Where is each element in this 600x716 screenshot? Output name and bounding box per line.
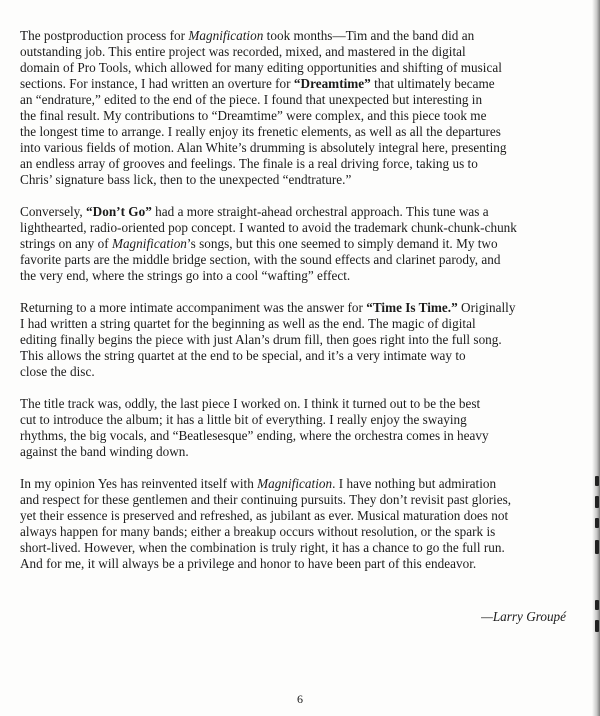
text-line — [20, 348, 580, 364]
text-run: against the band winding down. — [20, 444, 189, 459]
paragraph — [20, 300, 580, 380]
album-title: Magnification — [257, 476, 333, 491]
edge-mark — [595, 620, 599, 632]
paragraph — [20, 396, 580, 460]
text-line — [20, 444, 580, 460]
text-run: Originally — [457, 300, 516, 315]
text-run: an endless array of grooves and feelings. The finale is a real driving force, taking us to — [20, 156, 478, 171]
edge-mark — [595, 540, 599, 554]
album-title: Magnification — [188, 28, 264, 43]
paragraph — [20, 28, 580, 188]
text-line — [20, 524, 580, 540]
text-run: favorite parts are the middle bridge section, with the sound effects and clarinet parody, and — [20, 252, 501, 267]
text-line — [20, 172, 580, 188]
song-title: “Time Is Time.” — [366, 300, 458, 315]
text-run: the final result. My contributions to “Dreamtime” were complex, and this piece took me — [20, 108, 487, 123]
text-line — [20, 300, 580, 316]
text-line — [20, 396, 580, 412]
text-run: the longest time to arrange. I really enjoy its frenetic elements, as well as all the departures — [20, 124, 501, 139]
liner-notes-body — [20, 28, 580, 572]
text-run: took months—Tim and the band did an — [263, 28, 475, 43]
text-line — [20, 60, 580, 76]
text-line — [20, 204, 580, 220]
text-line — [20, 556, 580, 572]
text-run: The postproduction process for — [20, 28, 189, 43]
text-line — [20, 268, 580, 284]
text-line — [20, 108, 580, 124]
text-line — [20, 156, 580, 172]
text-run: an “endrature,” edited to the end of the piece. I found that unexpected but interesting in — [20, 92, 483, 107]
text-line — [20, 492, 580, 508]
text-run: close the disc. — [20, 364, 95, 379]
edge-mark — [595, 496, 599, 508]
text-run: I had written a string quartet for the beginning as well as the end. The magic of digital — [20, 316, 476, 331]
text-run: Chris’ signature bass lick, then to the unexpected “endtrature.” — [20, 172, 352, 187]
text-run: always happen for many bands; either a breakup occurs without resolution, or the spark is — [20, 524, 496, 539]
text-line — [20, 220, 580, 236]
text-line — [20, 332, 580, 348]
text-run: And for me, it will always be a privilege and honor to have been part of this endeavor. — [20, 556, 477, 571]
text-line — [20, 236, 580, 252]
text-run: outstanding job. This entire project was recorded, mixed, and mastered in the digital — [20, 44, 466, 59]
text-line — [20, 476, 580, 492]
text-line — [20, 428, 580, 444]
edge-mark — [595, 518, 599, 528]
text-run: into various fields of motion. Alan White’s drumming is absolutely integral here, presenting — [20, 140, 507, 155]
edge-mark — [595, 600, 599, 610]
text-run: Returning to a more intimate accompaniment was the answer for — [20, 300, 367, 315]
text-run: rhythms, the big vocals, and “Beatlesesque” ending, where the orchestra comes in heavy — [20, 428, 489, 443]
text-run: editing finally begins the piece with just Alan’s drum fill, then goes right into the full song. — [20, 332, 502, 347]
page-number: 6 — [297, 692, 303, 706]
text-run: The title track was, oddly, the last piece I worked on. I think it turned out to be the best — [20, 396, 481, 411]
text-run: Conversely, — [20, 204, 87, 219]
text-line — [20, 316, 580, 332]
text-line — [20, 28, 580, 44]
text-run: . I have nothing but admiration — [332, 476, 497, 491]
text-run: lighthearted, radio-oriented pop concept. I wanted to avoid the trademark chunk-chunk-chunk — [20, 220, 517, 235]
paragraph — [20, 204, 580, 284]
song-title: “Don’t Go” — [86, 204, 152, 219]
paragraph — [20, 476, 580, 572]
text-run: sections. For instance, I had written an overture for — [20, 76, 294, 91]
text-line — [20, 508, 580, 524]
text-run: short-lived. However, when the combination is truly right, it has a chance to go the full run. — [20, 540, 505, 555]
text-run: had a more straight-ahead orchestral approach. This tune was a — [151, 204, 489, 219]
text-line — [20, 364, 580, 380]
text-line — [20, 412, 580, 428]
text-run: This allows the string quartet at the end to be special, and it’s a very intimate way to — [20, 348, 466, 363]
text-run: domain of Pro Tools, which allowed for many editing opportunities and shifting of musical — [20, 60, 502, 75]
text-run: strings on any of — [20, 236, 112, 251]
text-line — [20, 252, 580, 268]
text-line — [20, 76, 580, 92]
text-line — [20, 44, 580, 60]
text-run: yet their essence is preserved and refreshed, as jubilant as ever. Musical maturation does not — [20, 508, 509, 523]
text-run: and respect for these gentlemen and their continuing pursuits. They don’t revisit past glories, — [20, 492, 512, 507]
author-signature: —Larry Groupé — [481, 609, 566, 624]
text-line — [20, 140, 580, 156]
edge-mark — [595, 476, 599, 486]
text-run: cut to introduce the album; it has a little bit of everything. I really enjoy the swaying — [20, 412, 467, 427]
text-run: that ultimately became — [370, 76, 495, 91]
song-title: “Dreamtime” — [293, 76, 371, 91]
text-run: the very end, where the strings go into a cool “wafting” effect. — [20, 268, 351, 283]
text-run: In my opinion Yes has reinvented itself with — [20, 476, 258, 491]
album-title: Magnification — [111, 236, 187, 251]
text-line — [20, 124, 580, 140]
text-line — [20, 540, 580, 556]
text-run: ’s songs, but this one seemed to simply demand it. My two — [186, 236, 498, 251]
text-line — [20, 92, 580, 108]
